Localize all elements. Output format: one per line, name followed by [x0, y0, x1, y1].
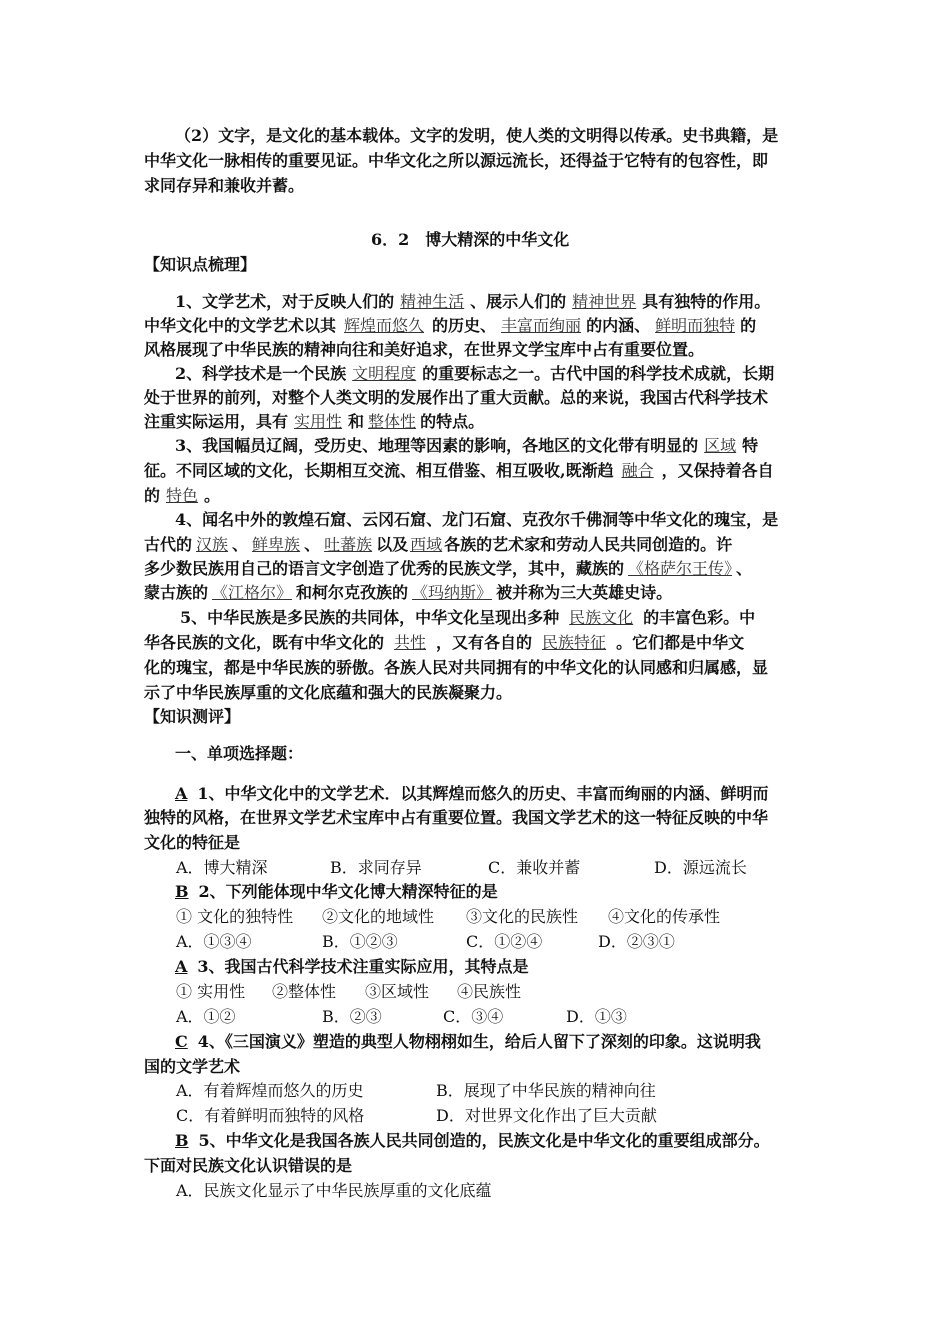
- kp-p5-line-3: 化的瑰宝，都是中华民族的骄傲。各族人民对共同拥有的中华文化的认同感和归属感，显: [144, 658, 769, 677]
- blank-answer: 精神生活: [400, 292, 465, 311]
- q4-line-1: [175, 1030, 761, 1054]
- blank-answer: 整体性: [368, 412, 417, 431]
- q2-option-b: B．①②③: [322, 932, 398, 951]
- kp-p2-line-1: [175, 362, 774, 386]
- kp-p2-line-3: [144, 410, 484, 434]
- text: 。它们都是中华文: [616, 633, 745, 652]
- text: 注重实际运用，具有: [144, 412, 289, 431]
- q5-option-a: A．民族文化显示了中华民族厚重的文化底蕴: [176, 1181, 492, 1200]
- text: 3、我国古代科学技术注重实际应用，其特点是: [197, 957, 529, 976]
- text: 和柯尔克孜族的: [296, 583, 409, 602]
- intro-line-1: （2）文字，是文化的基本载体。文字的发明，使人类的文明得以传承。史书典籍，是: [175, 126, 779, 145]
- mc-heading: 一、单项选择题：: [175, 744, 304, 763]
- kp-p1-line-3: 风格展现了中华民族的精神向往和美好追求，在世界文学宝库中占有重要位置。: [144, 340, 705, 359]
- intro-line-2: 中华文化一脉相传的重要见证。中华文化之所以源远流长，还得益于它特有的包容性，即: [144, 151, 769, 170]
- text: 、: [304, 535, 321, 554]
- blank-answer: 融合: [621, 461, 654, 480]
- text: 1、中华文化中的文学艺术．以其辉煌而悠久的历史、丰富而绚丽的内涵、鲜明而: [197, 784, 769, 803]
- q2-option-c: C．①②④: [466, 932, 543, 951]
- kp-heading: 【知识点梳理】: [144, 255, 257, 274]
- q4-line-2: 国的文学艺术: [144, 1057, 241, 1076]
- kp-p4-line-2: [144, 533, 732, 557]
- kp-p3-line-2: [144, 459, 774, 483]
- text: 古代的: [144, 535, 193, 554]
- text: 的重要标志之一。古代中国的科学技术成就，长期: [422, 364, 775, 383]
- blank-answer: 丰富而绚丽: [501, 316, 582, 335]
- q5-line-2: 下面对民族文化认识错误的是: [144, 1156, 353, 1175]
- q3-item-2: ②整体性: [272, 982, 337, 1001]
- q4-option-b: B．展现了中华民族的精神向往: [436, 1081, 656, 1100]
- kp-p1-line-1: [175, 290, 770, 314]
- kp-p5-line-4: 示了中华民族厚重的文化底蕴和强大的民族凝聚力。: [144, 683, 513, 702]
- q4-option-d: D．对世界文化作出了巨大贡献: [436, 1106, 657, 1125]
- q1-option-c: C．兼收并蓄: [488, 858, 581, 877]
- q2-option-d: D．②③①: [598, 932, 675, 951]
- blank-answer: 精神世界: [572, 292, 637, 311]
- text: 华各民族的文化，既有中华文化的: [144, 633, 385, 652]
- q2-item-3: ③文化的民族性: [466, 907, 579, 926]
- intro-line-3: 求同存异和兼收并蓄。: [144, 176, 305, 195]
- kp-p4-line-1: 4、闻名中外的敦煌石窟、云冈石窟、龙门石窟、克孜尔千佛洞等中华文化的瑰宝，是: [175, 510, 779, 529]
- text: 3、我国幅员辽阔，受历史、地理等因素的影响，各地区的文化带有明显的: [175, 436, 699, 455]
- q1-option-d: D．源远流长: [654, 858, 747, 877]
- text: 具有独特的作用。: [642, 292, 771, 311]
- text: 2、科学技术是一个民族: [175, 364, 347, 383]
- q5-answer: B: [175, 1131, 189, 1150]
- blank-answer: 共性: [394, 633, 427, 652]
- blank-answer: 吐蕃族: [324, 535, 373, 554]
- q3-stem: [175, 955, 529, 979]
- q1-answer: A: [175, 784, 188, 803]
- kp-p4-line-4: [144, 581, 672, 605]
- q2-item-4: ④文化的传承性: [608, 907, 721, 926]
- q1-line-1: [175, 782, 769, 806]
- text: 的丰富色彩。中: [643, 608, 756, 627]
- q2-stem: [175, 880, 498, 904]
- text: 、: [232, 535, 249, 554]
- blank-answer: 民族特征: [542, 633, 607, 652]
- text: ，又保持着各自: [661, 461, 774, 480]
- blank-answer: 区域: [704, 436, 737, 455]
- q4-answer: C: [175, 1032, 188, 1051]
- blank-answer: 《江格尔》: [212, 583, 293, 602]
- test-heading: 【知识测评】: [144, 707, 241, 726]
- blank-answer: 《玛纳斯》: [412, 583, 493, 602]
- q3-item-1: ① 实用性: [176, 982, 246, 1001]
- text: 的内涵、: [586, 316, 651, 335]
- text: 的: [740, 316, 757, 335]
- blank-answer: 文明程度: [352, 364, 417, 383]
- blank-answer: 特色: [166, 486, 199, 505]
- blank-answer: 民族文化: [569, 608, 634, 627]
- q5-line-1: [175, 1129, 770, 1153]
- q1-option-a: A．博大精深: [176, 858, 268, 877]
- q2-item-2: ②文化的地域性: [322, 907, 435, 926]
- text: 的历史、: [432, 316, 497, 335]
- text: 1、文学艺术，对于反映人们的: [175, 292, 395, 311]
- q3-item-3: ③区域性: [365, 982, 430, 1001]
- text: 中华文化中的文学艺术以其: [144, 316, 337, 335]
- text: 的: [144, 486, 161, 505]
- blank-answer: 辉煌而悠久: [344, 316, 425, 335]
- kp-p5-line-1: [180, 606, 755, 630]
- kp-p1-line-2: [144, 314, 756, 338]
- text: 5、中华文化是我国各族人民共同创造的，民族文化是中华文化的重要组成部分。: [198, 1131, 770, 1150]
- text: 各族的艺术家和劳动人民共同创造的。许: [444, 535, 733, 554]
- q3-answer: A: [175, 957, 188, 976]
- kp-p5-line-2: [144, 631, 744, 655]
- kp-p2-line-2: 处于世界的前列，对整个人类文明的发展作出了重大贡献。总的来说，我国古代科学技术: [144, 388, 769, 407]
- q2-item-1: ① 文化的独特性: [176, 907, 294, 926]
- q1-option-b: B．求同存异: [330, 858, 422, 877]
- q3-option-d: D．①③: [566, 1007, 627, 1026]
- blank-answer: 鲜卑族: [252, 535, 301, 554]
- text: ，又有各自的: [436, 633, 533, 652]
- blank-answer: 汉族: [196, 535, 229, 554]
- text: 5、中华民族是多民族的共同体，中华文化呈现出多种: [180, 608, 560, 627]
- text: 、: [736, 559, 753, 578]
- q1-line-2: 独特的风格，在世界文学艺术宝库中占有重要位置。我国文学艺术的这一特征反映的中华: [144, 808, 769, 827]
- blank-answer: 《格萨尔王传》: [628, 559, 733, 578]
- section-title: 6．2 博大精深的中华文化: [371, 230, 570, 249]
- text: 和: [348, 412, 365, 431]
- q3-item-4: ④民族性: [457, 982, 522, 1001]
- q4-option-a: A．有着辉煌而悠久的历史: [176, 1081, 364, 1100]
- blank-answer: 西域: [410, 535, 443, 554]
- text: 被并称为三大英雄史诗。: [496, 583, 673, 602]
- text: 征。不同区域的文化，长期相互交流、相互借鉴、相互吸收,既渐趋: [144, 461, 614, 480]
- q1-line-3: 文化的特征是: [144, 833, 241, 852]
- text: 的特点。: [420, 412, 485, 431]
- text: 2、下列能体现中华文化博大精深特征的是: [198, 882, 498, 901]
- text: 、展示人们的: [470, 292, 567, 311]
- kp-p3-line-3: [144, 484, 220, 508]
- text: 蒙古族的: [144, 583, 209, 602]
- text: 4、《三国演义》塑造的典型人物栩栩如生，给后人留下了深刻的印象。这说明我: [197, 1032, 761, 1051]
- q3-option-a: A．①②: [176, 1007, 236, 1026]
- q4-option-c: C．有着鲜明而独特的风格: [176, 1106, 365, 1125]
- blank-answer: 鲜明而独特: [655, 316, 736, 335]
- q2-answer: B: [175, 882, 189, 901]
- kp-p4-line-3: [144, 557, 752, 581]
- text: 以及: [376, 535, 409, 554]
- text: 多少数民族用自己的语言文字创造了优秀的民族文学，其中，藏族的: [144, 559, 625, 578]
- q2-option-a: A．①③④: [176, 932, 252, 951]
- text: 。: [204, 486, 221, 505]
- kp-p3-line-1: [175, 434, 758, 458]
- text: 特: [742, 436, 759, 455]
- q3-option-b: B．②③: [322, 1007, 382, 1026]
- blank-answer: 实用性: [294, 412, 343, 431]
- q3-option-c: C．③④: [443, 1007, 504, 1026]
